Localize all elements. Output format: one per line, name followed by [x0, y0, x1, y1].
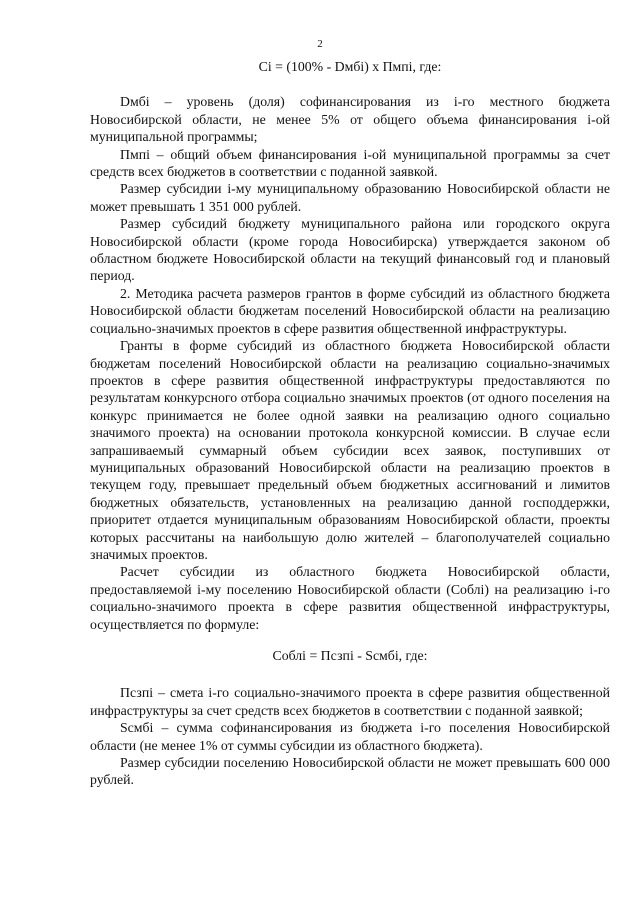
grants-paragraph: Гранты в форме субсидий из областного бюджета Новосибирской области бюджетам поселений Новосибирской области на реализацию социально-значимых проектов в сфере развития общественной инфраструктуры предоставляются по результатам конкурсного отбора социально значимых проектов (от одного поселения на конкурс принимается не более одной заявки на реализацию одного социально значимого проекта) на основании протокола конкурсной комиссии. В случае если запрашиваемый суммарный объем субсидии всех заявок, поступивших от муниципальных образований Новосибирской области на реализацию проектов в текущем году, превышает предельный объем бюджетных ассигнований и лимитов бюджетных обязательств, установленных на реализацию данной господдержки, приоритет отдается муниципальным образованиям Новосибирской области, проекты которых рассчитаны на наибольшую долю жителей – благополучателей социально значимых проектов.: [90, 338, 610, 562]
subsidy-formula-settlement: Соблi = Псзпi - Sсмбi, где:: [272, 648, 428, 663]
definition-dmb: Dмбi – уровень (доля) софинансирования из i-го местного бюджета Новосибирской области, не менее 5% от общего объема финансирования i-ой муниципальной программы;: [90, 94, 610, 145]
subsidy-limit-municipal: Размер субсидии i-му муниципальному образованию Новосибирской области не может превышать 1 351 000 рублей.: [90, 181, 610, 214]
document-body: [90, 58, 610, 789]
definition-pmp: Пмпi – общий объем финансирования i-ой муниципальной программы за счет средств всех бюджетов в соответствии с поданной заявкой.: [90, 146, 610, 180]
subsidy-formula-municipal: Ci = (100% - Dмбi) x Пмпi, где:: [258, 59, 442, 74]
definition-pszp: Псзпi – смета i-го социально-значимого проекта в сфере развития общественной инфраструктуры за счет средств всех бюджетов в соответствии с поданной заявкой;: [90, 685, 610, 718]
section-2-heading: 2. Методика расчета размеров грантов в форме субсидий из областного бюджета Новосибирской области бюджетам поселений Новосибирской области на реализацию социально-значимых проектов в сфере развития общественной инфраструктуры.: [90, 285, 610, 336]
subsidy-limit-settlement: Размер субсидии поселению Новосибирской области не может превышать 600 000 рублей.: [90, 755, 610, 788]
definition-smb: Sсмбi – сумма софинансирования из бюджета i-го поселения Новосибирской области (не менее 1% от суммы субсидии из областного бюджета).: [90, 720, 610, 753]
page-number: 2: [317, 38, 323, 50]
subsidy-approval-paragraph: Размер субсидий бюджету муниципального района или городского округа Новосибирской области (кроме города Новосибирска) утверждается законом об областном бюджете Новосибирской области на текущий финансовый год и плановый период.: [90, 216, 610, 284]
calculation-intro-paragraph: Расчет субсидии из областного бюджета Новосибирской области, предоставляемой i-му поселению Новосибирской области (Соблi) на реализацию i-го социально-значимого проекта в сфере развития общественной инфраструктуры, осуществляется по формуле:: [90, 564, 610, 632]
